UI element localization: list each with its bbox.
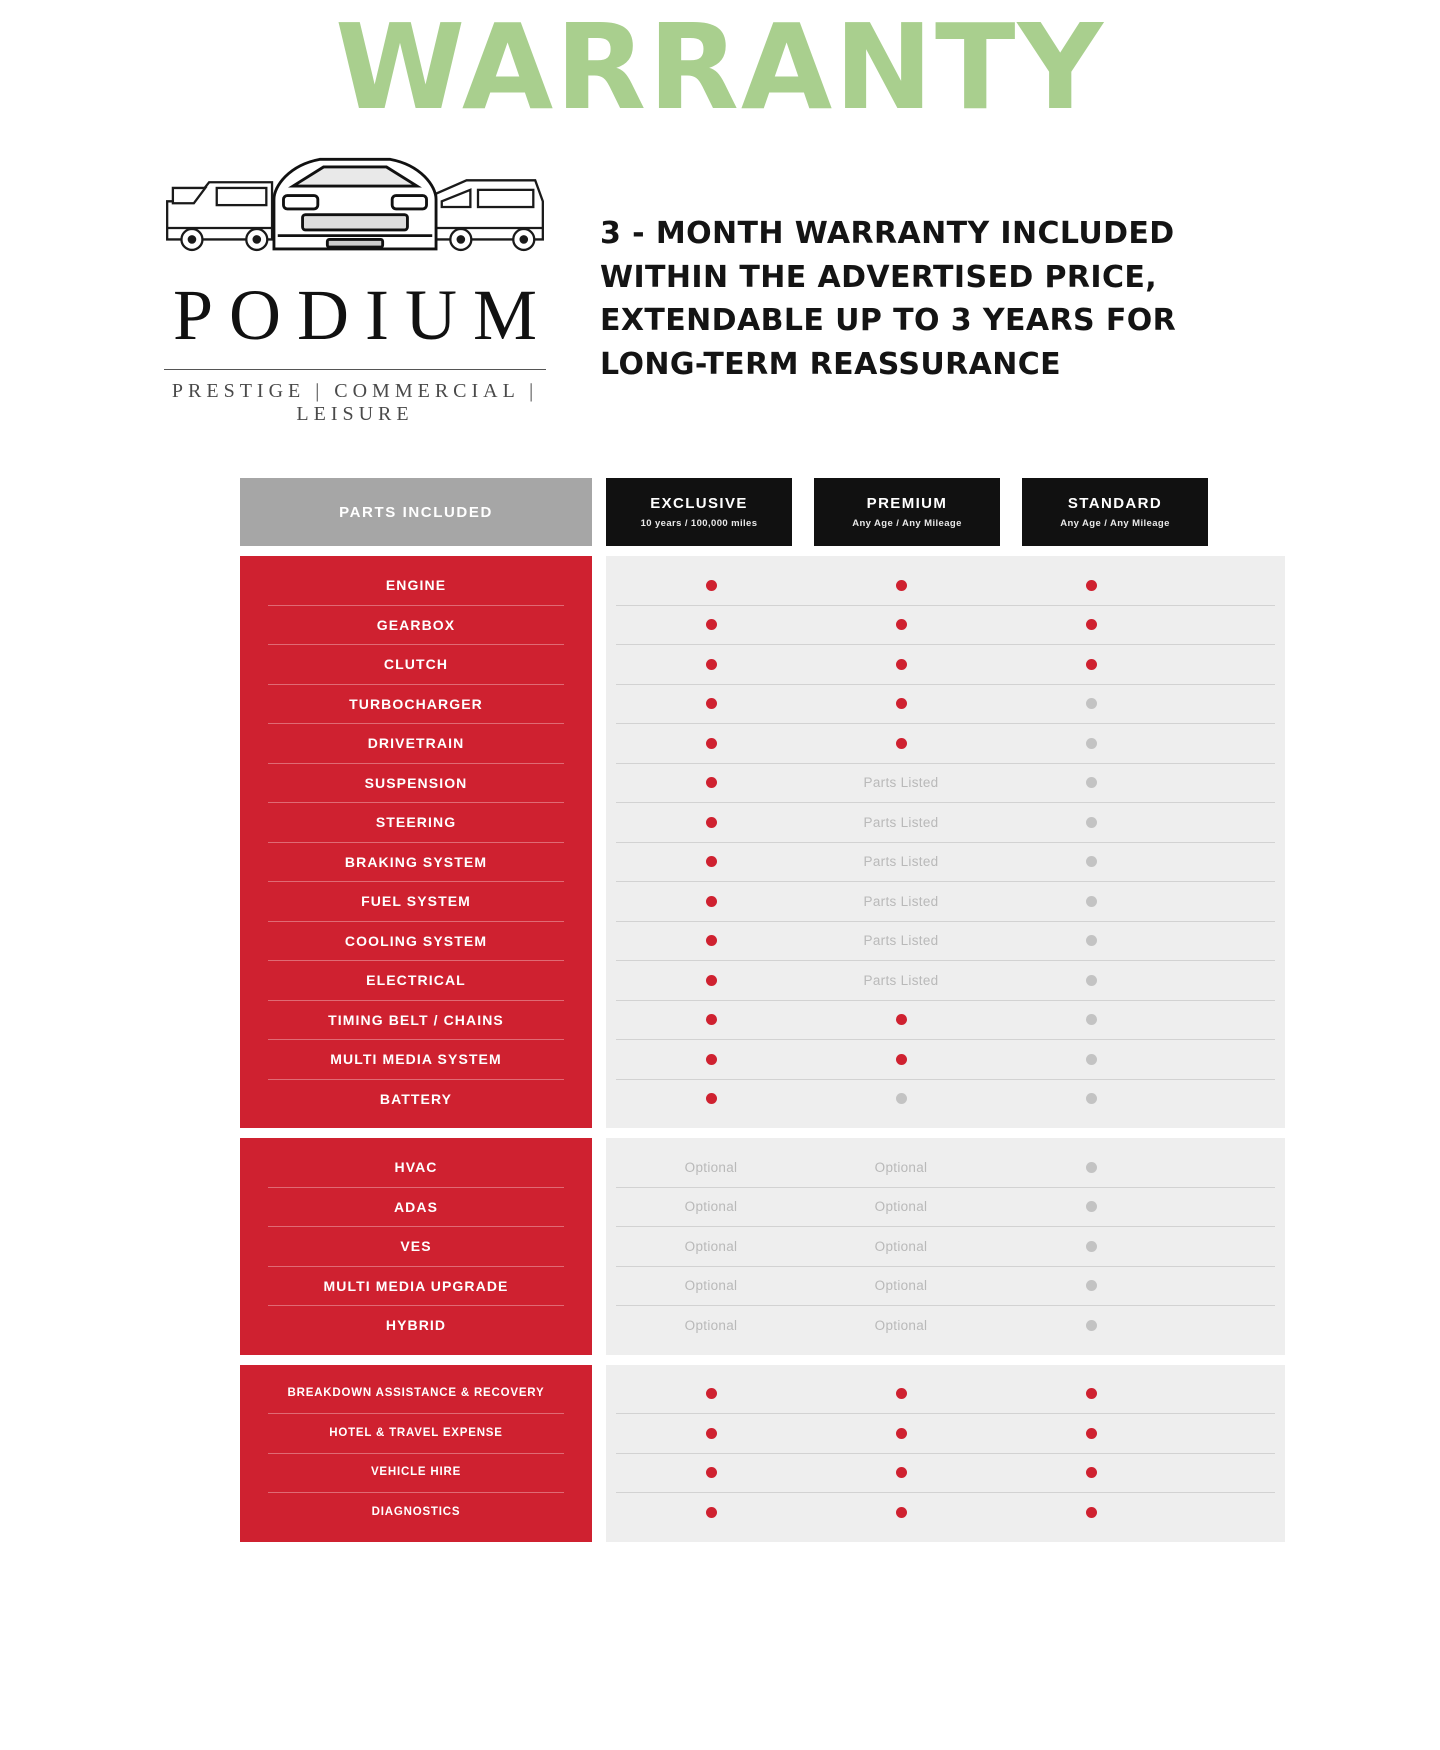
coverage-cell (616, 659, 806, 670)
part-label: ENGINE (268, 566, 564, 606)
not-covered-dot-icon (1086, 817, 1097, 828)
table-row (616, 1148, 1275, 1188)
coverage-cell (616, 1467, 806, 1478)
part-label: BATTERY (379, 1090, 453, 1107)
part-label: BRAKING SYSTEM (268, 843, 564, 883)
warranty-table (0, 478, 1440, 1542)
podium-logo (0, 140, 560, 426)
coverage-cell (996, 1280, 1186, 1291)
not-covered-dot-icon (1086, 1201, 1097, 1212)
part-label: VEHICLE HIRE (268, 1454, 564, 1494)
coverage-cell (806, 1014, 996, 1025)
table-row (616, 1080, 1275, 1119)
logo-wordmark: PODIUM (172, 275, 554, 355)
coverage-cell: Optional (684, 1238, 738, 1254)
table-row (616, 724, 1275, 764)
not-covered-dot-icon (1086, 935, 1097, 946)
coverage-cell (806, 1428, 996, 1439)
covered-dot-icon (706, 935, 717, 946)
coverage-column (606, 1138, 1285, 1355)
coverage-cell (996, 896, 1186, 907)
part-label: HOTEL & TRAVEL EXPENSE (268, 1414, 564, 1454)
coverage-cell: Parts Listed (863, 933, 939, 949)
part-label: HYBRID (385, 1317, 447, 1334)
table-row (616, 922, 1275, 962)
covered-dot-icon (1086, 1428, 1097, 1439)
coverage-cell: Parts Listed (863, 814, 939, 830)
coverage-cell (806, 1093, 996, 1104)
covered-dot-icon (706, 1428, 717, 1439)
part-label: COOLING SYSTEM (268, 922, 564, 962)
coverage-cell (616, 1507, 806, 1518)
coverage-cell (996, 1467, 1186, 1478)
coverage-cell (616, 1054, 806, 1065)
covered-dot-icon (896, 1014, 907, 1025)
coverage-cell: Parts Listed (863, 854, 939, 870)
coverage-cell (996, 1054, 1186, 1065)
coverage-cell (996, 856, 1186, 867)
coverage-cell (616, 896, 806, 907)
part-label: STEERING (268, 803, 564, 843)
part-label: FUEL SYSTEM (268, 882, 564, 922)
table-row (616, 1414, 1275, 1454)
covered-dot-icon (706, 817, 717, 828)
coverage-cell (806, 698, 996, 709)
not-covered-dot-icon (1086, 975, 1097, 986)
row-labels-column (240, 1365, 592, 1542)
logo-divider (164, 369, 546, 370)
table-row (616, 1040, 1275, 1080)
part-label: ADAS (268, 1188, 564, 1228)
table-row (616, 1306, 1275, 1345)
coverage-cell (616, 619, 806, 630)
coverage-cell (806, 619, 996, 630)
coverage-cell (996, 619, 1186, 630)
coverage-column (606, 556, 1285, 1128)
plan-name: PREMIUM (866, 495, 948, 512)
coverage-cell: Optional (874, 1317, 928, 1333)
covered-dot-icon (896, 659, 907, 670)
row-labels-column (240, 556, 592, 1128)
table-row (616, 843, 1275, 883)
covered-dot-icon (1086, 619, 1097, 630)
coverage-cell (616, 1014, 806, 1025)
row-labels-column (240, 1138, 592, 1355)
parts-included-header: PARTS INCLUDED (240, 478, 592, 546)
coverage-cell (996, 1014, 1186, 1025)
coverage-cell (616, 975, 806, 986)
part-label: DIAGNOSTICS (371, 1505, 461, 1518)
coverage-cell (616, 777, 806, 788)
not-covered-dot-icon (1086, 1162, 1097, 1173)
table-section-assistance (240, 1365, 1285, 1542)
coverage-cell (806, 1054, 996, 1065)
table-row (616, 1493, 1275, 1532)
table-row (616, 566, 1275, 606)
coverage-cell (616, 698, 806, 709)
coverage-cell (996, 1093, 1186, 1104)
coverage-cell (996, 1388, 1186, 1399)
covered-dot-icon (896, 1388, 907, 1399)
part-label: TIMING BELT / CHAINS (268, 1001, 564, 1041)
vehicles-illustration-icon (150, 140, 560, 270)
covered-dot-icon (706, 738, 717, 749)
table-row (616, 1001, 1275, 1041)
coverage-cell (996, 975, 1186, 986)
coverage-cell (996, 777, 1186, 788)
coverage-cell (616, 1388, 806, 1399)
coverage-cell (996, 1241, 1186, 1252)
not-covered-dot-icon (1086, 1054, 1097, 1065)
part-label: ELECTRICAL (268, 961, 564, 1001)
coverage-cell (996, 935, 1186, 946)
covered-dot-icon (706, 619, 717, 630)
part-label: BREAKDOWN ASSISTANCE & RECOVERY (268, 1375, 564, 1415)
coverage-cell (806, 738, 996, 749)
plan-name: STANDARD (1067, 495, 1163, 512)
coverage-cell: Optional (874, 1238, 928, 1254)
coverage-cell: Optional (874, 1159, 928, 1175)
covered-dot-icon (706, 1093, 717, 1104)
coverage-cell (806, 1467, 996, 1478)
plan-subtitle: 10 years / 100,000 miles (640, 518, 758, 529)
table-row (616, 961, 1275, 1001)
coverage-cell (996, 580, 1186, 591)
covered-dot-icon (706, 1507, 717, 1518)
table-row (616, 1188, 1275, 1228)
warranty-headline: 3 - MONTH WARRANTY INCLUDED WITHIN THE ADVERTISED PRICE, EXTENDABLE UP TO 3 YEARS FOR LONG-TERM REASSURANCE (600, 216, 1177, 382)
not-covered-dot-icon (1086, 1241, 1097, 1252)
part-label: TURBOCHARGER (268, 685, 564, 725)
table-header-row (240, 478, 1285, 546)
coverage-cell (616, 1093, 806, 1104)
covered-dot-icon (706, 1467, 717, 1478)
coverage-cell (806, 659, 996, 670)
covered-dot-icon (1086, 1507, 1097, 1518)
plan-subtitle: Any Age / Any Mileage (852, 518, 962, 529)
table-row (616, 882, 1275, 922)
covered-dot-icon (706, 975, 717, 986)
coverage-cell (996, 1320, 1186, 1331)
coverage-cell (996, 698, 1186, 709)
coverage-cell (806, 1507, 996, 1518)
covered-dot-icon (706, 698, 717, 709)
coverage-cell: Optional (874, 1199, 928, 1215)
covered-dot-icon (896, 1507, 907, 1518)
table-row (616, 764, 1275, 804)
table-row (616, 1454, 1275, 1494)
coverage-cell: Optional (684, 1199, 738, 1215)
coverage-cell: Optional (684, 1159, 738, 1175)
covered-dot-icon (706, 896, 717, 907)
table-sections (240, 556, 1285, 1542)
not-covered-dot-icon (1086, 698, 1097, 709)
not-covered-dot-icon (1086, 1093, 1097, 1104)
table-row (616, 1227, 1275, 1267)
coverage-cell (616, 738, 806, 749)
coverage-cell: Parts Listed (863, 775, 939, 791)
coverage-cell (996, 659, 1186, 670)
not-covered-dot-icon (1086, 738, 1097, 749)
coverage-cell (996, 1201, 1186, 1212)
not-covered-dot-icon (1086, 1014, 1097, 1025)
coverage-cell: Optional (684, 1278, 738, 1294)
logo-tagline: PRESTIGE | COMMERCIAL | LEISURE (171, 380, 539, 425)
coverage-cell (996, 1428, 1186, 1439)
covered-dot-icon (706, 1054, 717, 1065)
not-covered-dot-icon (1086, 1280, 1097, 1291)
page-title: WARRANTY (335, 0, 1105, 136)
not-covered-dot-icon (1086, 896, 1097, 907)
not-covered-dot-icon (1086, 777, 1097, 788)
covered-dot-icon (706, 580, 717, 591)
coverage-cell (616, 935, 806, 946)
coverage-cell (996, 1507, 1186, 1518)
coverage-cell (996, 817, 1186, 828)
covered-dot-icon (1086, 580, 1097, 591)
coverage-cell: Parts Listed (863, 972, 939, 988)
not-covered-dot-icon (1086, 1320, 1097, 1331)
covered-dot-icon (896, 1467, 907, 1478)
plan-header-exclusive (606, 478, 792, 546)
coverage-cell (806, 580, 996, 591)
plan-header-premium (814, 478, 1000, 546)
coverage-cell: Optional (684, 1317, 738, 1333)
covered-dot-icon (896, 738, 907, 749)
header-row (0, 126, 1440, 426)
coverage-cell (806, 1388, 996, 1399)
table-row (616, 606, 1275, 646)
coverage-cell (616, 1428, 806, 1439)
covered-dot-icon (1086, 1388, 1097, 1399)
table-row (616, 645, 1275, 685)
covered-dot-icon (706, 1014, 717, 1025)
table-section-mechanical (240, 556, 1285, 1128)
table-row (616, 1267, 1275, 1307)
coverage-cell: Optional (874, 1278, 928, 1294)
covered-dot-icon (1086, 1467, 1097, 1478)
covered-dot-icon (706, 659, 717, 670)
covered-dot-icon (706, 1388, 717, 1399)
coverage-cell (996, 738, 1186, 749)
covered-dot-icon (896, 1428, 907, 1439)
covered-dot-icon (896, 619, 907, 630)
covered-dot-icon (706, 777, 717, 788)
coverage-cell (616, 580, 806, 591)
table-row (616, 1375, 1275, 1415)
plan-subtitle: Any Age / Any Mileage (1060, 518, 1170, 529)
not-covered-dot-icon (896, 1093, 907, 1104)
table-section-optional (240, 1138, 1285, 1355)
plan-name: EXCLUSIVE (650, 495, 748, 512)
table-row (616, 803, 1275, 843)
part-label: MULTI MEDIA SYSTEM (268, 1040, 564, 1080)
part-label: HVAC (268, 1148, 564, 1188)
part-label: DRIVETRAIN (268, 724, 564, 764)
plan-header-standard (1022, 478, 1208, 546)
coverage-cell (616, 817, 806, 828)
covered-dot-icon (1086, 659, 1097, 670)
part-label: MULTI MEDIA UPGRADE (268, 1267, 564, 1307)
covered-dot-icon (706, 856, 717, 867)
coverage-column (606, 1365, 1285, 1542)
part-label: GEARBOX (268, 606, 564, 646)
not-covered-dot-icon (1086, 856, 1097, 867)
coverage-cell (996, 1162, 1186, 1173)
covered-dot-icon (896, 580, 907, 591)
part-label: VES (268, 1227, 564, 1267)
covered-dot-icon (896, 1054, 907, 1065)
part-label: SUSPENSION (268, 764, 564, 804)
covered-dot-icon (896, 698, 907, 709)
coverage-cell: Parts Listed (863, 893, 939, 909)
part-label: CLUTCH (268, 645, 564, 685)
coverage-cell (616, 856, 806, 867)
table-row (616, 685, 1275, 725)
